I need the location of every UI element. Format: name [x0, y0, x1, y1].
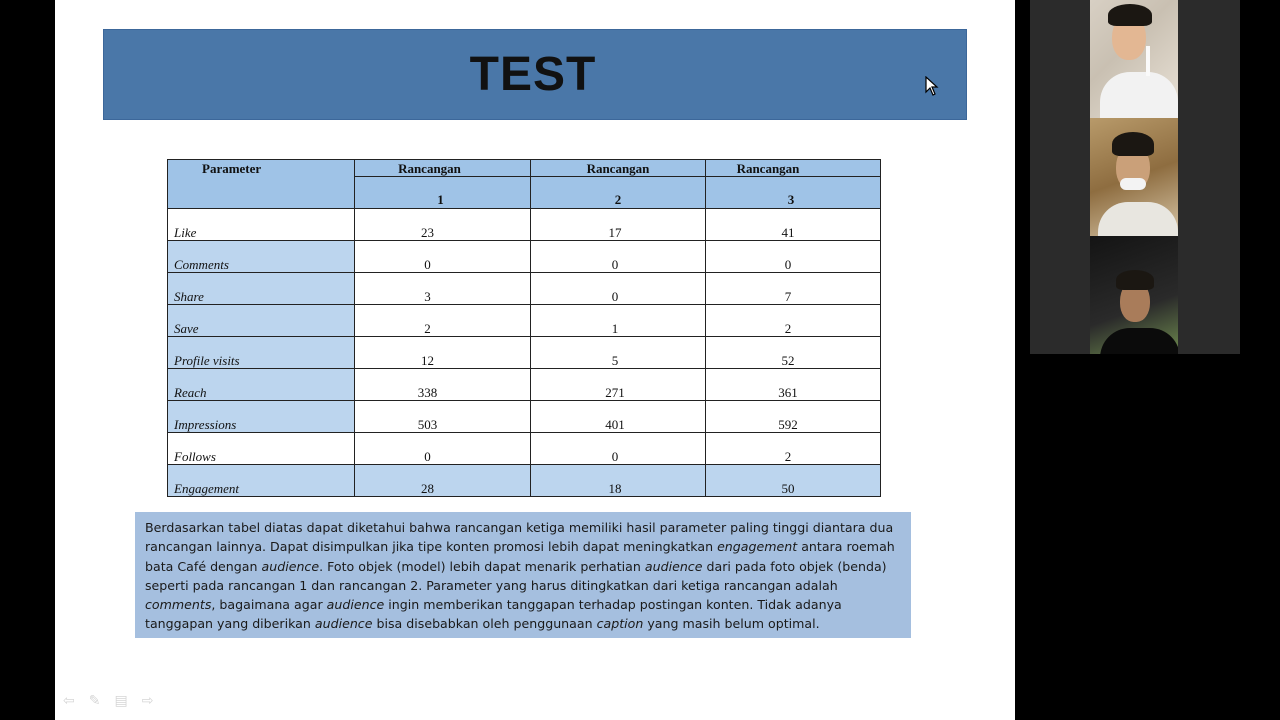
cell-value: 7: [784, 289, 792, 304]
header-rancangan-3: [706, 160, 881, 209]
cell-value: 2: [424, 321, 431, 336]
cell-value: 0: [784, 257, 792, 272]
cell-value: 338: [417, 385, 438, 400]
conclusion-paragraph: Berdasarkan tabel diatas dapat diketahui bahwa rancangan ketiga memiliki hasil parameter paling tinggi diantara dua rancangan lainnya. Dapat disimpulkan jika tipe konten promosi lebih dapat meningkatkan engagement antara roemah bata Café dengan audience. Foto objek (model) lebih dapat menarik perhatian audience dari pada foto objek (benda) seperti pada rancangan 1 dan rancangan 2. Parameter yang harus ditingkatkan dari ketiga rancangan adalah comments, bagaimana agar audience ingin memberikan tanggapan terhadap postingan konten. Tidak adanya tanggapan yang diberikan audience bisa disebabkan oleh penggunaan caption yang masih belum optimal.: [135, 512, 911, 638]
participant-video-tile[interactable]: [1090, 236, 1178, 354]
header-rancangan-label: Rancangan: [586, 161, 650, 176]
table-row: [168, 465, 881, 497]
table-row: [168, 401, 881, 433]
cell-value: 5: [611, 353, 619, 368]
row-label: Save: [168, 305, 355, 337]
cell-value: 361: [778, 385, 798, 400]
table-row: [168, 209, 881, 241]
row-label: Comments: [168, 241, 355, 273]
parameter-table: [167, 159, 881, 497]
cell-value: 503: [417, 417, 438, 432]
cell-value: 0: [611, 257, 619, 272]
cell-value: 3: [424, 289, 431, 304]
slide-title: TEST: [469, 48, 597, 101]
cell-value: 0: [611, 449, 619, 464]
cell-value: 0: [424, 257, 431, 272]
header-rancangan-label: Rancangan: [736, 161, 800, 176]
mouse-cursor-icon: [925, 76, 939, 96]
cell-value: 18: [608, 481, 622, 496]
participant-video-tile[interactable]: [1090, 118, 1178, 236]
header-col-number: 1: [437, 192, 444, 207]
cell-value: 50: [781, 481, 795, 496]
table-row: [168, 241, 881, 273]
table-row: [168, 337, 881, 369]
previous-slide-icon[interactable]: ⇦: [63, 692, 75, 708]
cell-value: 2: [784, 449, 792, 464]
row-label: Impressions: [168, 401, 355, 433]
cell-value: 1: [611, 321, 619, 336]
table-row: [168, 433, 881, 465]
header-parameter: Parameter: [168, 160, 355, 209]
header-rancangan-1: [355, 160, 531, 209]
cell-value: 23: [421, 225, 434, 240]
row-label: Profile visits: [168, 337, 355, 369]
cell-value: 0: [611, 289, 619, 304]
cell-value: 0: [424, 449, 431, 464]
row-label: Share: [168, 273, 355, 305]
cell-value: 592: [778, 417, 798, 432]
participant-video-tile[interactable]: [1090, 0, 1178, 118]
cell-value: 41: [781, 225, 795, 240]
table-row: [168, 305, 881, 337]
header-col-number: 3: [787, 192, 795, 207]
header-rancangan-label: Rancangan: [398, 161, 461, 176]
row-label: Engagement: [168, 465, 355, 497]
menu-icon[interactable]: ▤: [114, 692, 128, 708]
row-label: Like: [168, 209, 355, 241]
cell-value: 52: [781, 353, 795, 368]
row-label: Follows: [168, 433, 355, 465]
table-row: [168, 369, 881, 401]
row-label: Reach: [168, 369, 355, 401]
cell-value: 401: [605, 417, 625, 432]
next-slide-icon[interactable]: ⇨: [141, 692, 154, 708]
presentation-slide: [55, 0, 1015, 720]
slideshow-toolbar[interactable]: [63, 692, 153, 709]
cell-value: 2: [784, 321, 792, 336]
video-participants-panel: [1030, 0, 1240, 354]
slide-title-bar: [103, 29, 967, 120]
cell-value: 17: [608, 225, 622, 240]
cell-value: 28: [421, 481, 434, 496]
header-col-number: 2: [614, 192, 622, 207]
cell-value: 271: [605, 385, 625, 400]
pen-icon[interactable]: ✎: [88, 692, 101, 708]
table-row: [168, 273, 881, 305]
cell-value: 12: [421, 353, 434, 368]
